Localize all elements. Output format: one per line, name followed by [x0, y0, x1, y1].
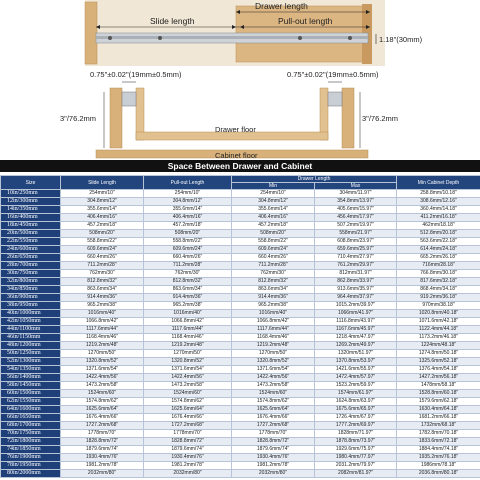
min-cabinet-depth-cell: 1732mm/68.18"	[397, 422, 480, 430]
header-size: Size	[1, 176, 61, 190]
slide-length-cell: 1727.2mm/68"	[61, 422, 144, 430]
drawer-slide-diagram	[0, 0, 480, 172]
rail-screw-icon	[348, 36, 352, 40]
pull-out-length-cell: 1117.6mm/44"	[144, 326, 232, 334]
drawer-min-cell: 1066.8mm/42"	[232, 318, 315, 326]
pull-out-length-cell: 812.8mm/32"	[144, 278, 232, 286]
drawer-min-cell: 1117.6mm/44"	[232, 326, 315, 334]
slide-length-cell: 914.4mm/36"	[61, 294, 144, 302]
drawer-max-cell: 812mm/31.97"	[315, 270, 397, 278]
min-cabinet-depth-cell: 1173.2mm/46.18"	[397, 334, 480, 342]
slide-length-cell: 762mm/30"	[61, 270, 144, 278]
pull-out-length-cell: 508mm/20"	[144, 230, 232, 238]
drawer-length-label: Drawer length	[255, 1, 308, 11]
table-body	[1, 190, 480, 478]
slide-length-cell: 863.6mm/34"	[61, 286, 144, 294]
drawer-min-cell: 406.4mm/16"	[232, 214, 315, 222]
size-cell: 76in/1900mm	[1, 454, 61, 462]
min-cabinet-depth-cell: 1681.2mm/66.18"	[397, 414, 480, 422]
slide-length-cell: 1117.6mm/44"	[61, 326, 144, 334]
left-slide-profile	[122, 92, 136, 106]
size-cell: 20in/500mm	[1, 230, 61, 238]
min-cabinet-depth-cell: 868.4mm/34.18"	[397, 286, 480, 294]
size-cell: 18in/450mm	[1, 222, 61, 230]
drawer-min-cell: 1371.6mm/54"	[232, 366, 315, 374]
size-cell: 62in/1550mm	[1, 398, 61, 406]
slide-length-cell: 1625.6mm/64"	[61, 406, 144, 414]
pull-out-length-cell: 1320.8mm/52"	[144, 358, 232, 366]
table-row	[1, 246, 480, 254]
drawer-min-cell: 1574.8mm/62"	[232, 398, 315, 406]
pull-out-length-cell: 863.6mm/34"	[144, 286, 232, 294]
table-row	[1, 470, 480, 478]
drawer-max-cell: 2082mm/81.97"	[315, 470, 397, 478]
size-cell: 26in/650mm	[1, 254, 61, 262]
drawer-max-cell: 1015.2mm/39.97"	[315, 302, 397, 310]
min-cabinet-depth-cell: 1020.8mm/40.18"	[397, 310, 480, 318]
min-cabinet-depth-cell: 919.2mm/36.18"	[397, 294, 480, 302]
size-cell: 64in/1600mm	[1, 406, 61, 414]
drawer-min-cell: 609.6mm/24"	[232, 246, 315, 254]
drawer-min-cell: 558.8mm/22"	[232, 238, 315, 246]
table-row	[1, 422, 480, 430]
pull-out-length-cell: 1270mm/50"	[144, 350, 232, 358]
min-cabinet-depth-cell: 1833.6mm/72.18"	[397, 438, 480, 446]
slide-length-cell: 1981.2mm/78"	[61, 462, 144, 470]
cabinet-side-board	[85, 2, 97, 64]
size-cell: 32in/800mm	[1, 278, 61, 286]
slide-length-cell: 1219.2mm/48"	[61, 342, 144, 350]
min-cabinet-depth-cell: 1782.8mm/70.18"	[397, 430, 480, 438]
min-cabinet-depth-cell: 1274.8mm/50.18"	[397, 350, 480, 358]
table-row	[1, 294, 480, 302]
pull-out-length-cell: 457.2mm/18"	[144, 222, 232, 230]
drawer-min-cell: 508mm/20"	[232, 230, 315, 238]
table-row	[1, 222, 480, 230]
table-row	[1, 286, 480, 294]
table-row	[1, 342, 480, 350]
table-row	[1, 334, 480, 342]
drawer-max-cell: 1675.6mm/65.97"	[315, 406, 397, 414]
table-row	[1, 406, 480, 414]
pull-out-length-cell: 1422.4mm/56"	[144, 374, 232, 382]
min-cabinet-depth-cell: 970mm/38.18"	[397, 302, 480, 310]
drawer-min-cell: 1778mm/70"	[232, 430, 315, 438]
slide-length-cell: 1676.4mm/66"	[61, 414, 144, 422]
slide-length-cell: 965.2mm/38"	[61, 302, 144, 310]
min-cabinet-depth-cell: 308.6mm/12.16"	[397, 198, 480, 206]
table-row	[1, 198, 480, 206]
size-cell: 36in/900mm	[1, 294, 61, 302]
size-cell: 42in/1050mm	[1, 318, 61, 326]
size-cell: 52in/1300mm	[1, 358, 61, 366]
pull-out-length-cell: 2032mm/80"	[144, 470, 232, 478]
pull-out-length-cell: 1879.6mm/74"	[144, 446, 232, 454]
diagram-caption: Space Between Drawer and Cabinet	[0, 160, 480, 172]
drawer-min-cell: 762mm/30"	[232, 270, 315, 278]
drawer-min-cell: 1727.2mm/68"	[232, 422, 315, 430]
drawer-min-cell: 254mm/10"	[232, 190, 315, 198]
pull-out-length-cell: 406.4mm/16"	[144, 214, 232, 222]
slide-length-cell: 1371.6mm/54"	[61, 366, 144, 374]
drawer-min-cell: 812.8mm/32"	[232, 278, 315, 286]
slide-length-label: Slide length	[150, 16, 195, 26]
min-cabinet-depth-cell: 1935.2mm/76.18"	[397, 454, 480, 462]
size-cell: 30in/750mm	[1, 270, 61, 278]
size-cell: 56in/1400mm	[1, 374, 61, 382]
size-cell: 24in/600mm	[1, 246, 61, 254]
slide-length-cell: 1879.6mm/74"	[61, 446, 144, 454]
table-row	[1, 302, 480, 310]
size-cell: 78in/1950mm	[1, 462, 61, 470]
drawer-max-cell: 1320mm/51.97"	[315, 350, 397, 358]
size-cell: 68in/1700mm	[1, 422, 61, 430]
table-row	[1, 278, 480, 286]
drawer-min-cell: 1879.6mm/74"	[232, 446, 315, 454]
table-row	[1, 318, 480, 326]
min-cabinet-depth-cell: 1579.6mm/62.18"	[397, 398, 480, 406]
size-cell: 72in/1800mm	[1, 438, 61, 446]
table-row	[1, 270, 480, 278]
right-slide-profile	[328, 92, 342, 106]
drawer-max-cell: 1624.8mm/63.97"	[315, 398, 397, 406]
slide-length-cell: 812.8mm/32"	[61, 278, 144, 286]
size-cell: 70in/1750mm	[1, 430, 61, 438]
slide-length-cell: 508mm/20"	[61, 230, 144, 238]
pull-out-length-cell: 1930.4mm/76"	[144, 454, 232, 462]
pull-out-length-cell: 1625.6mm/64"	[144, 406, 232, 414]
size-cell: 44in/1100mm	[1, 326, 61, 334]
pull-out-length-cell: 1676.4mm/66"	[144, 414, 232, 422]
size-cell: 22in/550mm	[1, 238, 61, 246]
drawer-min-cell: 1676.4mm/66"	[232, 414, 315, 422]
slide-length-cell: 406.4mm/16"	[61, 214, 144, 222]
min-cabinet-depth-cell: 512.8mm/20.18"	[397, 230, 480, 238]
drawer-max-cell: 354.8mm/13.97"	[315, 198, 397, 206]
size-cell: 34in/850mm	[1, 286, 61, 294]
size-cell: 38in/950mm	[1, 302, 61, 310]
size-cell: 28in/700mm	[1, 262, 61, 270]
drawer-max-cell: 1370.8mm/53.97"	[315, 358, 397, 366]
drawer-min-cell: 1168.4mm/46"	[232, 334, 315, 342]
min-cabinet-depth-cell: 665.2mm/26.18"	[397, 254, 480, 262]
drawer-min-cell: 1219.2mm/48"	[232, 342, 315, 350]
min-cabinet-depth-cell: 766.8mm/30.18"	[397, 270, 480, 278]
drawer-min-cell: 1828.8mm/72"	[232, 438, 315, 446]
drawer-max-cell: 1777.2mm/69.97"	[315, 422, 397, 430]
min-cabinet-depth-cell: 411.2mm/16.18"	[397, 214, 480, 222]
drawer-floor-label: Drawer floor	[215, 125, 256, 134]
slide-length-cell: 2032mm/80"	[61, 470, 144, 478]
header-drawer-max: Max	[315, 183, 397, 190]
slide-length-cell: 457.2mm/18"	[61, 222, 144, 230]
drawer-max-cell: 405.6mm/15.97"	[315, 206, 397, 214]
min-cabinet-depth-cell: 258.8mm/10.18"	[397, 190, 480, 198]
drawer-min-cell: 863.6mm/34"	[232, 286, 315, 294]
table-row	[1, 430, 480, 438]
table-row	[1, 238, 480, 246]
size-cell: 40in/1000mm	[1, 310, 61, 318]
drawer-min-cell: 304.8mm/12"	[232, 198, 315, 206]
min-cabinet-depth-cell: 1122.4mm/44.18"	[397, 326, 480, 334]
slide-length-cell: 1930.4mm/76"	[61, 454, 144, 462]
pull-out-length-cell: 1168.4mm/46"	[144, 334, 232, 342]
drawer-max-cell: 304mm/11.97"	[315, 190, 397, 198]
size-cell: 16in/400mm	[1, 214, 61, 222]
drawer-max-cell: 2031.2mm/79.97"	[315, 462, 397, 470]
table-row	[1, 366, 480, 374]
slide-length-cell: 1320.8mm/52"	[61, 358, 144, 366]
header-drawer-min: Min	[232, 183, 315, 190]
size-cell: 54in/1350mm	[1, 366, 61, 374]
cabinet-right-wall	[342, 88, 354, 148]
min-cabinet-depth-cell: 1986mm/78.18"	[397, 462, 480, 470]
drawer-min-cell: 1270mm/50"	[232, 350, 315, 358]
slide-length-cell: 355.6mm/14"	[61, 206, 144, 214]
drawer-max-cell: 710.4mm/27.97"	[315, 254, 397, 262]
right-clearance-label: 0.75"±0.02"(19mm±0.5mm)	[287, 70, 379, 79]
pull-out-length-cell: 762mm/30"	[144, 270, 232, 278]
drawer-max-cell: 1066mm/41.97"	[315, 310, 397, 318]
table-row	[1, 358, 480, 366]
min-cabinet-depth-cell: 1376.4mm/54.18"	[397, 366, 480, 374]
rail-screw-icon	[158, 36, 162, 40]
table-row	[1, 438, 480, 446]
drawer-min-cell: 1981.2mm/78"	[232, 462, 315, 470]
slide-length-cell: 711.2mm/28"	[61, 262, 144, 270]
header-slide-length: Slide Length	[61, 176, 144, 190]
header-drawer-length: Drawer Length	[232, 176, 397, 183]
pull-out-length-cell: 1066.8mm/42"	[144, 318, 232, 326]
size-cell: 60in/1500mm	[1, 390, 61, 398]
drawer-min-cell: 1524mm/60"	[232, 390, 315, 398]
drawer-max-cell: 1574mm/61.97"	[315, 390, 397, 398]
size-cell: 50in/1250mm	[1, 350, 61, 358]
table-row	[1, 382, 480, 390]
pull-out-length-cell: 558.8mm/22"	[144, 238, 232, 246]
min-cabinet-depth-cell: 716mm/28.18"	[397, 262, 480, 270]
pull-out-length-cell: 1981.2mm/78"	[144, 462, 232, 470]
pull-out-length-cell: 609.6mm/24"	[144, 246, 232, 254]
pull-out-length-cell: 355.6mm/14"	[144, 206, 232, 214]
pull-out-length-label: Pull-out length	[278, 16, 333, 26]
min-cabinet-depth-cell: 614.4mm/24.18"	[397, 246, 480, 254]
min-cabinet-depth-cell: 817.6mm/32.18"	[397, 278, 480, 286]
size-cell: 14in/350mm	[1, 206, 61, 214]
table-row	[1, 310, 480, 318]
drawer-min-cell: 355.6mm/14"	[232, 206, 315, 214]
table-row	[1, 230, 480, 238]
min-cabinet-depth-cell: 2036.8mm/80.18"	[397, 470, 480, 478]
drawer-max-cell: 1929.6mm/75.97"	[315, 446, 397, 454]
pull-out-length-cell: 1473.2mm/58"	[144, 382, 232, 390]
drawer-max-cell: 1167.6mm/45.97"	[315, 326, 397, 334]
min-cabinet-depth-cell: 1224mm/48.18"	[397, 342, 480, 350]
table-row	[1, 214, 480, 222]
size-cell: 66in/1650mm	[1, 414, 61, 422]
cabinet-left-wall	[110, 88, 122, 148]
table-header	[1, 176, 480, 190]
size-cell: 12in/300mm	[1, 198, 61, 206]
drawer-max-cell: 1726.4mm/67.97"	[315, 414, 397, 422]
table-row	[1, 206, 480, 214]
drawer-min-cell: 1320.8mm/52"	[232, 358, 315, 366]
drawer-max-cell: 1116.8mm/43.97"	[315, 318, 397, 326]
slide-length-cell: 1422.4mm/56"	[61, 374, 144, 382]
drawer-max-cell: 558mm/21.97"	[315, 230, 397, 238]
drawer-max-cell: 862.8mm/33.97"	[315, 278, 397, 286]
slide-length-cell: 1168.4mm/46"	[61, 334, 144, 342]
table-row	[1, 326, 480, 334]
pull-out-length-cell: 304.8mm/12"	[144, 198, 232, 206]
table-row	[1, 350, 480, 358]
header-min-cabinet-depth: Min Cabinet Depth	[397, 176, 480, 190]
table-row	[1, 262, 480, 270]
slide-length-cell: 1524mm/60"	[61, 390, 144, 398]
min-cabinet-depth-cell: 360.4mm/14.18"	[397, 206, 480, 214]
slide-length-cell: 1270mm/50"	[61, 350, 144, 358]
drawer-min-cell: 1473.2mm/58"	[232, 382, 315, 390]
pull-out-length-cell: 711.2mm/28"	[144, 262, 232, 270]
slide-length-cell: 1066.8mm/42"	[61, 318, 144, 326]
drawer-min-cell: 1930.4mm/76"	[232, 454, 315, 462]
size-table	[0, 175, 480, 478]
pull-out-length-cell: 1574.8mm/62"	[144, 398, 232, 406]
drawer-min-cell: 1625.6mm/64"	[232, 406, 315, 414]
drawer-max-cell: 608.8mm/23.97"	[315, 238, 397, 246]
drawer-min-cell: 457.2mm/18"	[232, 222, 315, 230]
table-row	[1, 462, 480, 470]
min-cabinet-depth-cell: 1884.4mm/74.18"	[397, 446, 480, 454]
pull-out-length-cell: 1778mm/70"	[144, 430, 232, 438]
table-row	[1, 190, 480, 198]
drawer-max-cell: 507.2mm/19.97"	[315, 222, 397, 230]
size-cell: 10in/250mm	[1, 190, 61, 198]
table-row	[1, 374, 480, 382]
drawer-min-cell: 660.4mm/26"	[232, 254, 315, 262]
slide-length-cell: 609.6mm/24"	[61, 246, 144, 254]
slide-length-cell: 254mm/10"	[61, 190, 144, 198]
drawer-min-cell: 1016mm/40"	[232, 310, 315, 318]
drawer-max-cell: 659.6mm/25.97"	[315, 246, 397, 254]
drawer-min-cell: 914.4mm/36"	[232, 294, 315, 302]
min-cabinet-depth-cell: 1427.2mm/56.18"	[397, 374, 480, 382]
min-cabinet-depth-cell: 1528.8mm/60.18"	[397, 390, 480, 398]
min-cabinet-depth-cell: 1325.6mm/52.18"	[397, 358, 480, 366]
table-row	[1, 398, 480, 406]
pull-out-length-cell: 965.2mm/38"	[144, 302, 232, 310]
slide-length-cell: 1574.8mm/62"	[61, 398, 144, 406]
drawer-max-cell: 1218.4mm/47.97"	[315, 334, 397, 342]
rail-screw-icon	[298, 36, 302, 40]
slide-length-cell: 1473.2mm/58"	[61, 382, 144, 390]
drawer-max-cell: 1269.2mm/49.97"	[315, 342, 397, 350]
drawer-min-cell: 711.2mm/28"	[232, 262, 315, 270]
drawer-max-cell: 964.4mm/37.97"	[315, 294, 397, 302]
drawer-max-cell: 1878.8mm/73.97"	[315, 438, 397, 446]
slide-rail-groove	[96, 36, 368, 39]
header-pull-out-length: Pull-out Length	[144, 176, 232, 190]
pull-out-length-cell: 1016mm/40"	[144, 310, 232, 318]
cabinet-floor-label: Cabinet floor	[215, 151, 258, 160]
pull-out-length-cell: 1828.8mm/72"	[144, 438, 232, 446]
pull-out-length-cell: 914.4mm/36"	[144, 294, 232, 302]
size-cell: 58in/1450mm	[1, 382, 61, 390]
side-height-label: 1.18"(30mm)	[379, 35, 423, 44]
drawer-max-cell: 1472.4mm/57.97"	[315, 374, 397, 382]
size-cell: 74in/1850mm	[1, 446, 61, 454]
table-row	[1, 414, 480, 422]
min-cabinet-depth-cell: 1071.6mm/42.18"	[397, 318, 480, 326]
diagram-drawing	[0, 0, 480, 172]
min-cabinet-depth-cell: 1630.4mm/64.18"	[397, 406, 480, 414]
left-clearance-label: 0.75"±0.02"(19mm±0.5mm)	[90, 70, 182, 79]
table-row	[1, 454, 480, 462]
size-cell: 80in/2000mm	[1, 470, 61, 478]
drawer-max-cell: 913.6mm/35.97"	[315, 286, 397, 294]
size-cell: 48in/1200mm	[1, 342, 61, 350]
slide-length-cell: 1016mm/40"	[61, 310, 144, 318]
rail-screw-icon	[108, 36, 112, 40]
drawer-max-cell: 1828mm/71.97"	[315, 430, 397, 438]
slide-length-cell: 1828.8mm/72"	[61, 438, 144, 446]
slide-length-cell: 660.4mm/26"	[61, 254, 144, 262]
size-cell: 46in/1150mm	[1, 334, 61, 342]
slide-length-cell: 1778mm/70"	[61, 430, 144, 438]
size-table-container	[0, 175, 480, 480]
drawer-min-cell: 1422.4mm/56"	[232, 374, 315, 382]
min-cabinet-depth-cell: 462mm/18.18"	[397, 222, 480, 230]
table-row	[1, 446, 480, 454]
pull-out-length-cell: 1727.2mm/68"	[144, 422, 232, 430]
drawer-min-cell: 965.2mm/38"	[232, 302, 315, 310]
pull-out-length-cell: 1524mm/60"	[144, 390, 232, 398]
pull-out-length-cell: 1219.2mm/48"	[144, 342, 232, 350]
pull-out-length-cell: 660.4mm/26"	[144, 254, 232, 262]
slide-length-cell: 304.8mm/12"	[61, 198, 144, 206]
pull-out-length-cell: 1371.6mm/54"	[144, 366, 232, 374]
drawer-max-cell: 456.4mm/17.97"	[315, 214, 397, 222]
table-row	[1, 390, 480, 398]
drawer-max-cell: 1523.2mm/59.97"	[315, 382, 397, 390]
table-row	[1, 254, 480, 262]
right-height-label: 3"/76.2mm	[362, 114, 399, 123]
min-cabinet-depth-cell: 1478mm/58.18"	[397, 382, 480, 390]
min-cabinet-depth-cell: 563.6mm/22.18"	[397, 238, 480, 246]
drawer-max-cell: 761.2mm/29.97"	[315, 262, 397, 270]
slide-length-cell: 558.8mm/22"	[61, 238, 144, 246]
drawer-max-cell: 1421.6mm/55.97"	[315, 366, 397, 374]
drawer-min-cell: 2032mm/80"	[232, 470, 315, 478]
drawer-max-cell: 1980.4mm/77.97"	[315, 454, 397, 462]
pull-out-length-cell: 254mm/10"	[144, 190, 232, 198]
left-height-label: 3"/76.2mm	[60, 114, 97, 123]
